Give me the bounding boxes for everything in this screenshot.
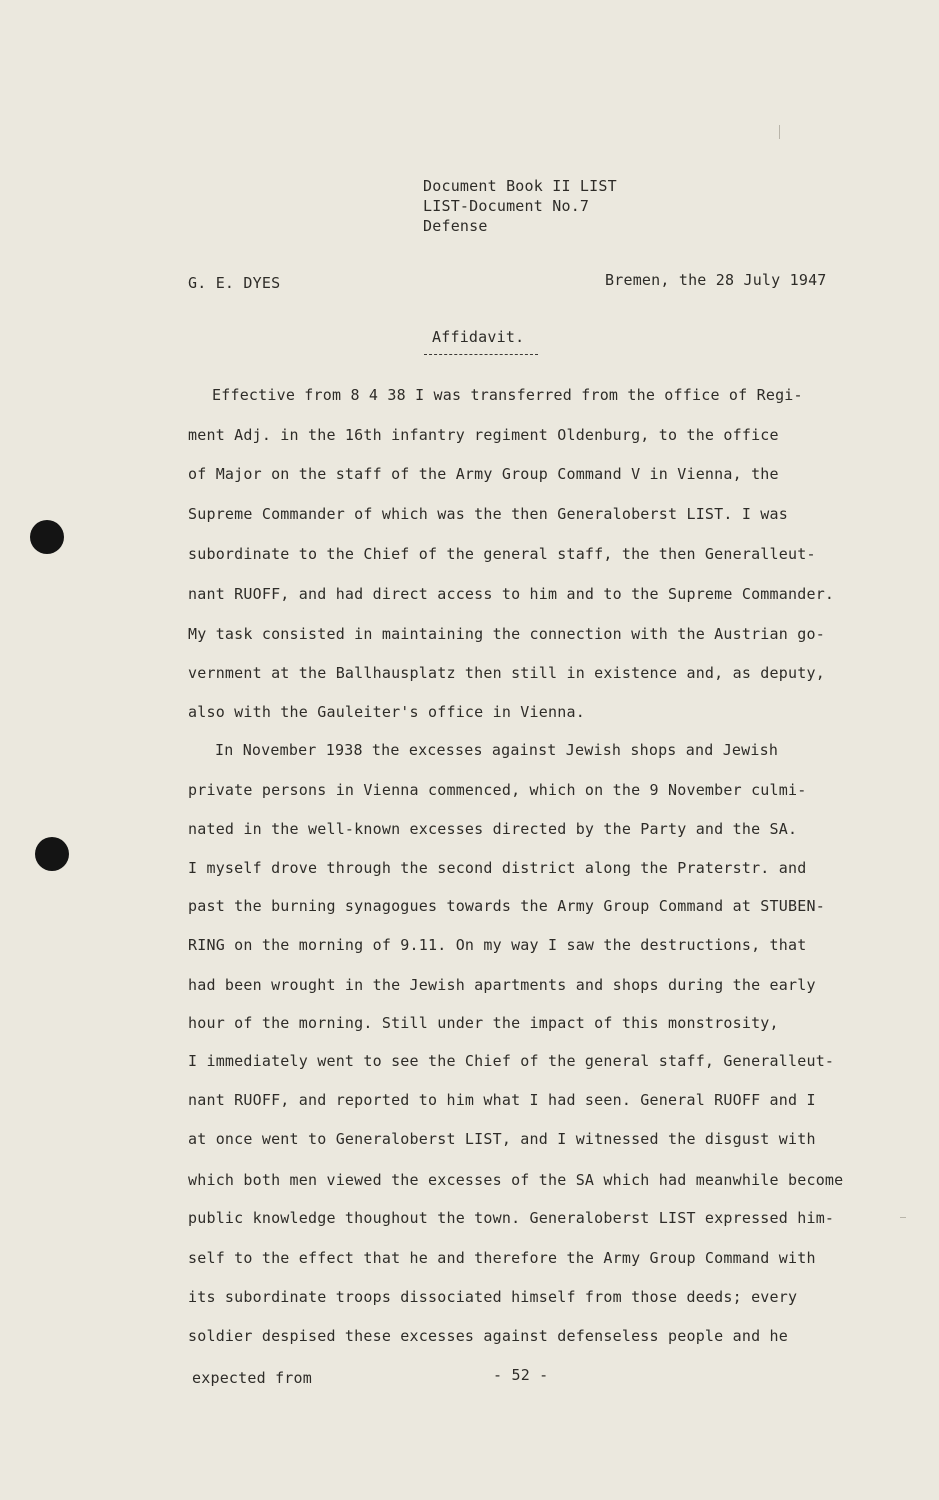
text-line: also with the Gauleiter's office in Vienna. bbox=[188, 703, 585, 721]
text-line: self to the effect that he and therefore the Army Group Command with bbox=[188, 1249, 816, 1267]
text-line: which both men viewed the excesses of the SA which had meanwhile become bbox=[188, 1171, 844, 1189]
title-underline bbox=[424, 354, 538, 355]
text-line: hour of the morning. Still under the impact of this monstrosity, bbox=[188, 1014, 779, 1032]
text-line: nant RUOFF, and had direct access to him and to the Supreme Commander. bbox=[188, 585, 835, 603]
text-line: In November 1938 the excesses against Jewish shops and Jewish bbox=[215, 741, 779, 759]
page-number: - 52 - bbox=[493, 1366, 549, 1384]
text-line: My task consisted in maintaining the connection with the Austrian go- bbox=[188, 625, 825, 643]
punch-hole-upper bbox=[30, 520, 64, 554]
text-line: soldier despised these excesses against defenseless people and he bbox=[188, 1327, 788, 1345]
text-line: had been wrought in the Jewish apartments and shops during the early bbox=[188, 976, 816, 994]
text-line: of Major on the staff of the Army Group Command V in Vienna, the bbox=[188, 465, 779, 483]
text-line: Supreme Commander of which was the then Generaloberst LIST. I was bbox=[188, 505, 788, 523]
text-line: at once went to Generaloberst LIST, and I witnessed the disgust with bbox=[188, 1130, 816, 1148]
punch-hole-lower bbox=[35, 837, 69, 871]
margin-mark bbox=[779, 125, 780, 139]
place-date: Bremen, the 28 July 1947 bbox=[605, 271, 827, 289]
text-line: RING on the morning of 9.11. On my way I saw the destructions, that bbox=[188, 936, 807, 954]
text-line: past the burning synagogues towards the Army Group Command at STUBEN- bbox=[188, 897, 825, 915]
text-line: public knowledge thoughout the town. Generaloberst LIST expressed him- bbox=[188, 1209, 835, 1227]
header-line-2: LIST-Document No.7 bbox=[423, 197, 590, 215]
text-line: nant RUOFF, and reported to him what I had seen. General RUOFF and I bbox=[188, 1091, 816, 1109]
text-line: I myself drove through the second district along the Praterstr. and bbox=[188, 859, 807, 877]
header-line-1: Document Book II LIST bbox=[423, 177, 617, 195]
text-line: subordinate to the Chief of the general staff, the then Generalleut- bbox=[188, 545, 816, 563]
text-line: nated in the well-known excesses directed by the Party and the SA. bbox=[188, 820, 798, 838]
margin-mark bbox=[900, 1217, 906, 1218]
text-line: private persons in Vienna commenced, which on the 9 November culmi- bbox=[188, 781, 807, 799]
text-line: Effective from 8 4 38 I was transferred from the office of Regi- bbox=[212, 386, 803, 404]
text-line: its subordinate troops dissociated himself from those deeds; every bbox=[188, 1288, 798, 1306]
text-line: I immediately went to see the Chief of the general staff, Generalleut- bbox=[188, 1052, 835, 1070]
author-name: G. E. DYES bbox=[188, 274, 281, 292]
text-line: ment Adj. in the 16th infantry regiment Oldenburg, to the office bbox=[188, 426, 779, 444]
continuation-text: expected from bbox=[192, 1369, 312, 1387]
document-title: Affidavit. bbox=[432, 328, 525, 346]
text-line: vernment at the Ballhausplatz then still in existence and, as deputy, bbox=[188, 664, 825, 682]
header-line-3: Defense bbox=[423, 217, 488, 235]
